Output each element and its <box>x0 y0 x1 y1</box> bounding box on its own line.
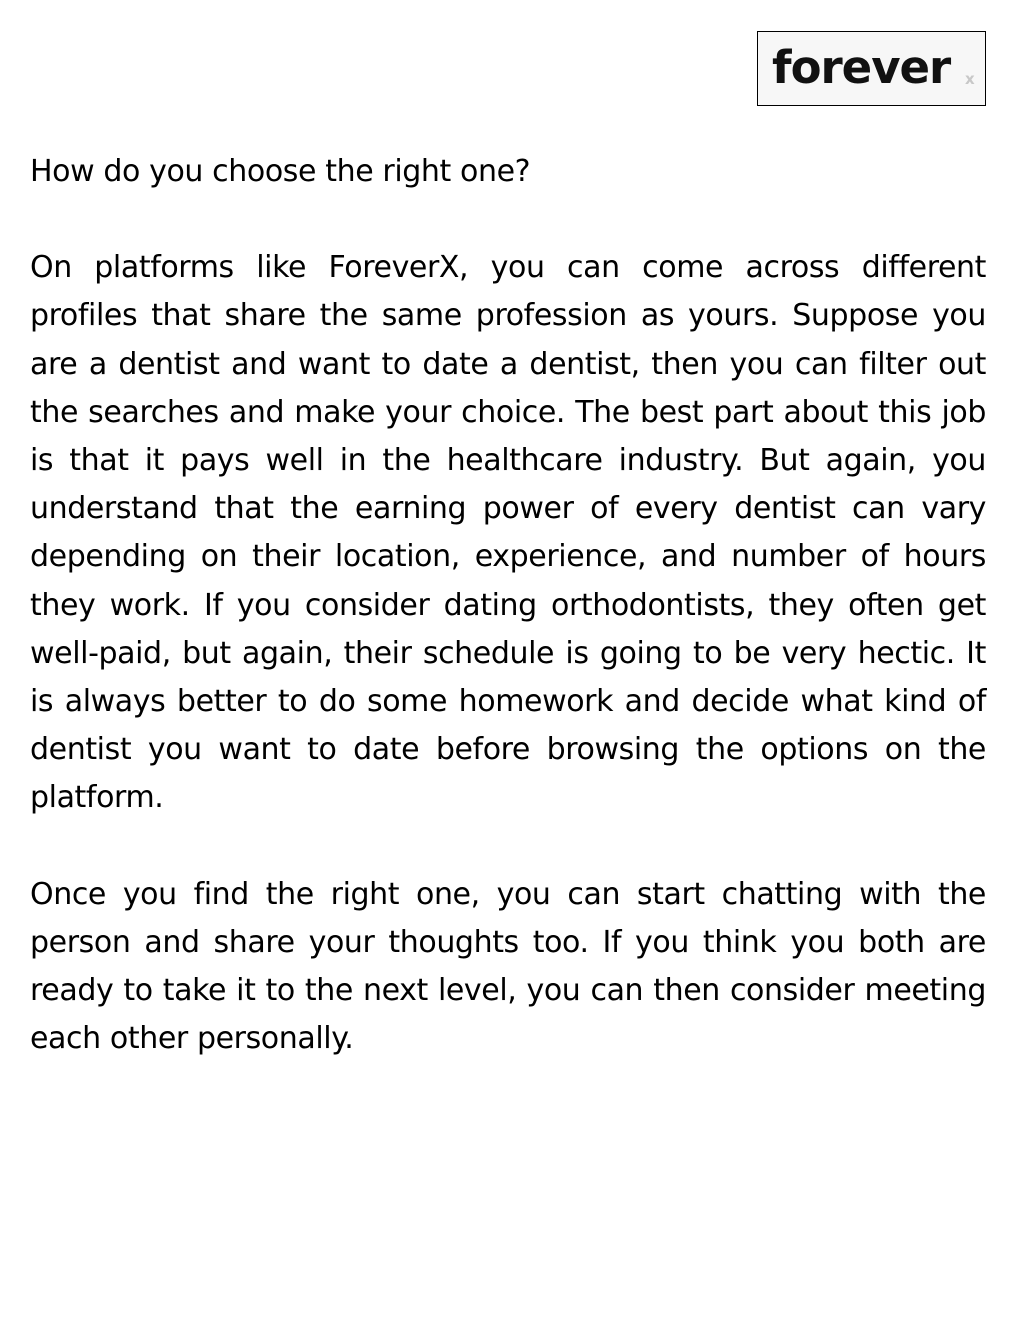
logo-wordmark: forever <box>772 41 951 94</box>
section-heading: How do you choose the right one? <box>30 154 531 189</box>
document-body <box>30 148 986 1063</box>
body-paragraph-1: On platforms like ForeverX, you can come across different profiles that share the same profession as yours. Suppose you are a dentist and want to date a dentist, then you can filter out the searches and make your choice. The best part about this job is that it pays well in the healthcare industry. But again, you understand that the earning power of every dentist can vary depending on their location, experience, and number of hours they work. If you consider dating orthodontists, they often get well-paid, but again, their schedule is going to be very hectic. It is always better to do some homework and decide what kind of dentist you want to date before browsing the options on the platform. <box>30 250 986 816</box>
brand-logo <box>757 31 986 106</box>
logo-suffix: x <box>965 70 975 88</box>
body-paragraph-2: Once you find the right one, you can start chatting with the person and share your thoughts too. If you think you both are ready to take it to the next level, you can then consider meeting each other personally. <box>30 876 986 1057</box>
